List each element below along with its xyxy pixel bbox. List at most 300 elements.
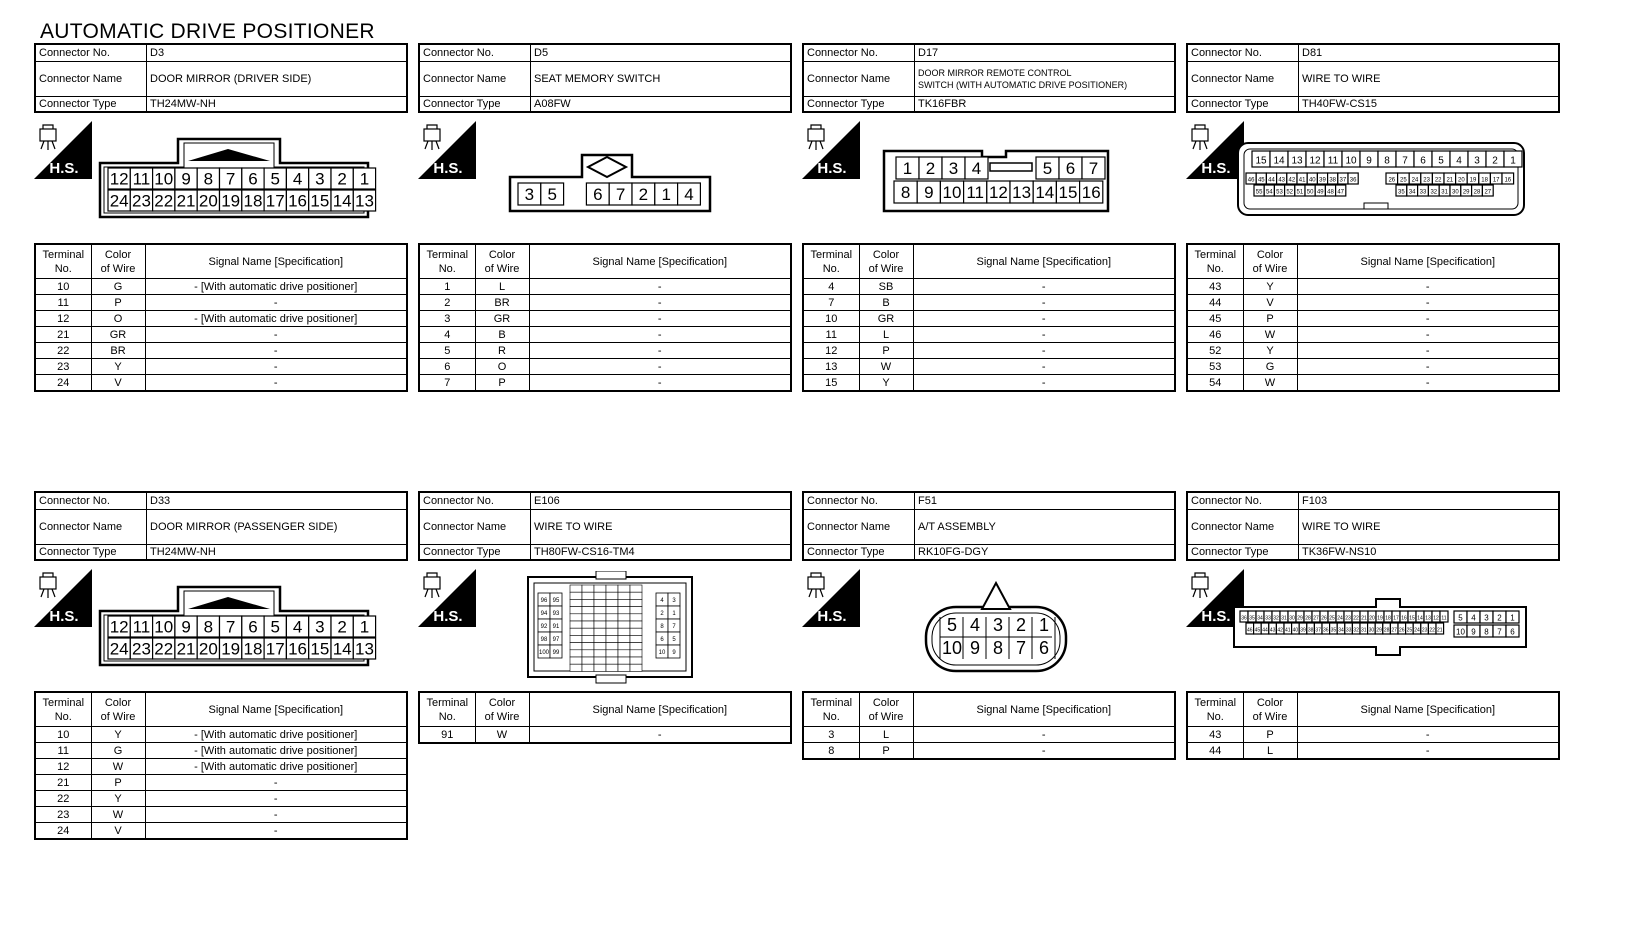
pin-number: 23 (1421, 627, 1428, 634)
terminal-no: 7 (419, 375, 475, 392)
table-row (419, 343, 791, 359)
pin-number: 16 (1081, 183, 1101, 203)
header-signal-name: Signal Name [Specification] (145, 244, 407, 279)
pin-number: 14 (1273, 155, 1285, 167)
header-color-of-wire: Color of Wire (91, 692, 145, 727)
pin-number: 1 (902, 159, 913, 179)
harness-side-icon (802, 121, 860, 179)
terminal-no: 1 (419, 279, 475, 295)
connector-block (1186, 491, 1560, 757)
label-connector-name: Connector Name (419, 510, 531, 545)
terminal-no: 45 (1187, 311, 1243, 327)
wire-color: V (1243, 295, 1297, 311)
signal-table (418, 243, 792, 392)
terminal-no: 3 (419, 311, 475, 327)
pin-number: 10 (941, 638, 963, 658)
terminal-no: 10 (803, 311, 859, 327)
pin-number: 8 (203, 617, 214, 637)
connector-no: F51 (915, 492, 1176, 510)
terminal-no: 23 (35, 359, 91, 375)
signal-name: - (1297, 727, 1559, 743)
signal-name: - (1297, 279, 1559, 295)
label-connector-no: Connector No. (803, 44, 915, 62)
terminal-no: 91 (419, 727, 475, 744)
pin-number: 2 (638, 185, 649, 205)
terminal-no: 24 (35, 375, 91, 392)
terminal-no: 44 (1187, 743, 1243, 760)
pin-number: 16 (1504, 177, 1512, 184)
pin-number: 18 (243, 191, 263, 211)
wire-color: Y (91, 727, 145, 743)
terminal-no: 8 (803, 743, 859, 760)
signal-name: - (913, 375, 1175, 392)
pin-number: 15 (1255, 155, 1267, 167)
table-row (419, 327, 791, 343)
svg-text:97: 97 (552, 637, 560, 643)
terminal-no: 46 (1187, 327, 1243, 343)
pin-number: 27 (1484, 189, 1492, 196)
signal-name: - (1297, 311, 1559, 327)
pin-number: 35 (1398, 189, 1405, 196)
label-connector-no: Connector No. (35, 44, 147, 62)
pin-number: 19 (1469, 177, 1477, 184)
table-row (1187, 375, 1559, 392)
pin-number: 41 (1298, 177, 1306, 184)
pin-number: 10 (1456, 627, 1465, 637)
pin-number: 13 (1425, 615, 1431, 622)
signal-name: - (913, 327, 1175, 343)
pin-number: 34 (1257, 615, 1263, 622)
table-row (35, 311, 407, 327)
wire-color: B (859, 295, 913, 311)
pin-number: 14 (332, 191, 352, 211)
wire-color: GR (475, 311, 529, 327)
signal-name: - (913, 359, 1175, 375)
svg-text:2: 2 (660, 611, 664, 617)
pin-number: 5 (1042, 159, 1053, 179)
header-terminal-no: Terminal No. (803, 244, 859, 279)
connector-block (802, 43, 1176, 389)
signal-name: - (1297, 327, 1559, 343)
table-row (419, 311, 791, 327)
signal-name: - [With automatic drive positioner] (145, 727, 407, 743)
wire-color: L (859, 327, 913, 343)
pin-number: 13 (1291, 155, 1303, 167)
svg-text:H.S.: H.S. (1201, 608, 1231, 625)
connector-info-table (802, 491, 1176, 561)
pin-number: 24 (1337, 615, 1343, 622)
connector-name: DOOR MIRROR (PASSENGER SIDE) (147, 510, 408, 545)
pin-number: 28 (1305, 615, 1311, 622)
connector-diagram (1186, 561, 1560, 691)
pin-number: 34 (1338, 627, 1344, 634)
connector-block (802, 491, 1176, 757)
terminal-no: 2 (419, 295, 475, 311)
header-terminal-no: Terminal No. (35, 244, 91, 279)
header-signal-name: Signal Name [Specification] (529, 244, 791, 279)
pin-number: 11 (1441, 615, 1447, 622)
wire-color: BR (91, 343, 145, 359)
wire-color: O (475, 359, 529, 375)
connector-face (92, 135, 392, 235)
wire-color: Y (91, 791, 145, 807)
pin-number: 8 (900, 183, 911, 203)
header-color-of-wire: Color of Wire (859, 692, 913, 727)
pin-number: 10 (154, 169, 174, 189)
svg-text:4: 4 (660, 598, 664, 604)
signal-name: - (1297, 295, 1559, 311)
header-color-of-wire: Color of Wire (859, 244, 913, 279)
terminal-no: 4 (419, 327, 475, 343)
pin-number: 10 (1345, 155, 1357, 167)
header-terminal-no: Terminal No. (1187, 692, 1243, 727)
label-connector-name: Connector Name (803, 510, 915, 545)
pin-number: 22 (154, 191, 174, 211)
pin-number: 7 (1015, 638, 1027, 658)
pin-number: 3 (315, 169, 325, 189)
terminal-no: 10 (35, 727, 91, 743)
table-row (803, 279, 1175, 295)
connector-type: A08FW (531, 97, 792, 113)
connector-diagram (802, 113, 1176, 243)
label-connector-name: Connector Name (35, 510, 147, 545)
connector-block (34, 43, 408, 389)
label-connector-type: Connector Type (35, 97, 147, 113)
table-row (419, 359, 791, 375)
pin-number: 11 (132, 617, 151, 637)
pin-number: 3 (948, 159, 959, 179)
wire-color: G (91, 743, 145, 759)
header-color-of-wire: Color of Wire (475, 692, 529, 727)
wire-color: L (475, 279, 529, 295)
signal-name: - (145, 791, 407, 807)
harness-side-icon (802, 569, 860, 627)
wire-color: W (91, 759, 145, 775)
pin-number: 10 (154, 617, 174, 637)
table-row (419, 295, 791, 311)
table-row (35, 375, 407, 392)
connector-name: DOOR MIRROR (DRIVER SIDE) (147, 62, 408, 97)
table-row (803, 359, 1175, 375)
wire-color: W (475, 727, 529, 744)
connector-face (922, 581, 1082, 681)
pin-number: 46 (1247, 177, 1255, 184)
pin-number: 19 (221, 191, 241, 211)
svg-text:7: 7 (672, 624, 676, 630)
connector-block (418, 43, 792, 389)
wire-color: G (1243, 359, 1297, 375)
connector-name: WIRE TO WIRE (1299, 62, 1560, 97)
table-row (1187, 743, 1559, 760)
signal-name: - (145, 327, 407, 343)
pin-number: 36 (1349, 177, 1357, 184)
pin-number: 39 (1300, 627, 1306, 634)
pin-number: 46 (1247, 627, 1253, 634)
svg-text:H.S.: H.S. (817, 608, 847, 625)
pin-number: 45 (1254, 627, 1261, 634)
signal-name: - [With automatic drive positioner] (145, 759, 407, 775)
wire-color: BR (475, 295, 529, 311)
wire-color: P (859, 743, 913, 760)
signal-name: - (913, 311, 1175, 327)
signal-name: - (1297, 359, 1559, 375)
wire-color: V (91, 375, 145, 392)
pin-number: 30 (1289, 615, 1295, 622)
pin-number: 35 (1249, 615, 1255, 622)
wire-color: P (1243, 727, 1297, 743)
table-row (35, 343, 407, 359)
signal-name: - (145, 295, 407, 311)
wire-color: P (1243, 311, 1297, 327)
terminal-no: 43 (1187, 279, 1243, 295)
pin-number: 2 (1492, 155, 1498, 167)
wire-color: W (1243, 375, 1297, 392)
label-connector-no: Connector No. (1187, 492, 1299, 510)
connector-type: TH24MW-NH (147, 97, 408, 113)
signal-name: - (1297, 375, 1559, 392)
table-row (35, 359, 407, 375)
pin-number: 7 (1088, 159, 1099, 179)
pin-number: 44 (1262, 627, 1268, 634)
svg-text:H.S.: H.S. (1201, 160, 1231, 177)
pin-number: 24 (1411, 177, 1419, 184)
pin-number: 18 (1481, 177, 1488, 184)
signal-table (802, 243, 1176, 392)
wire-color: G (91, 279, 145, 295)
wire-color: W (91, 807, 145, 823)
header-signal-name: Signal Name [Specification] (529, 692, 791, 727)
wire-color: O (91, 311, 145, 327)
pin-number: 23 (131, 639, 151, 659)
pin-number: 38 (1329, 177, 1337, 184)
terminal-no: 52 (1187, 343, 1243, 359)
signal-name: - (913, 743, 1175, 760)
terminal-no: 11 (35, 743, 91, 759)
pin-number: 45 (1257, 177, 1265, 184)
table-row (1187, 327, 1559, 343)
pin-number: 17 (1492, 177, 1500, 184)
pin-number: 22 (154, 639, 174, 659)
signal-name: - (913, 727, 1175, 743)
pin-number: 33 (1419, 189, 1427, 196)
svg-text:94: 94 (540, 611, 548, 617)
wire-color: Y (859, 375, 913, 392)
pin-number: 6 (248, 617, 258, 637)
pin-number: 4 (292, 617, 303, 637)
pin-number: 52 (1286, 189, 1294, 196)
connector-diagram (1186, 113, 1560, 243)
header-color-of-wire: Color of Wire (91, 244, 145, 279)
pin-number: 22 (1429, 627, 1435, 634)
pin-number: 39 (1319, 177, 1326, 184)
table-row (35, 823, 407, 840)
pin-number: 21 (176, 191, 196, 211)
pin-number: 2 (1015, 615, 1027, 635)
pin-number: 27 (1313, 615, 1319, 622)
wire-color: V (91, 823, 145, 840)
pin-number: 12 (109, 169, 129, 189)
connector-info-table (34, 43, 408, 113)
wire-color: Y (1243, 343, 1297, 359)
table-row (35, 727, 407, 743)
pin-number: 42 (1288, 177, 1296, 184)
pin-number: 19 (1377, 615, 1383, 622)
terminal-no: 15 (803, 375, 859, 392)
pin-number: 6 (1038, 638, 1050, 658)
wire-color: L (1243, 743, 1297, 760)
terminal-no: 6 (419, 359, 475, 375)
terminal-no: 12 (35, 759, 91, 775)
svg-text:8: 8 (660, 624, 664, 630)
wire-color: L (859, 727, 913, 743)
pin-number: 12 (1309, 155, 1321, 167)
connector-name: SEAT MEMORY SWITCH (531, 62, 792, 97)
signal-name: - [With automatic drive positioner] (145, 279, 407, 295)
pin-number: 47 (1337, 189, 1345, 196)
pin-number: 4 (971, 159, 982, 179)
pin-number: 17 (265, 191, 285, 211)
table-row (803, 375, 1175, 392)
table-row (35, 759, 407, 775)
connector-type: TK16FBR (915, 97, 1176, 113)
signal-name: - (145, 343, 407, 359)
connector-type: TH24MW-NH (147, 545, 408, 561)
pin-number: 4 (684, 185, 694, 205)
connector-no: E106 (531, 492, 792, 510)
terminal-no: 22 (35, 343, 91, 359)
pin-number: 29 (1297, 615, 1303, 622)
pin-number: 14 (1417, 615, 1423, 622)
pin-number: 6 (1510, 627, 1515, 637)
pin-number: 35 (1330, 627, 1337, 634)
signal-name: - (145, 375, 407, 392)
label-connector-name: Connector Name (1187, 510, 1299, 545)
pin-number: 5 (270, 617, 280, 637)
table-row (35, 791, 407, 807)
pin-number: 23 (131, 191, 151, 211)
svg-text:92: 92 (540, 624, 548, 630)
pin-number: 43 (1269, 627, 1276, 634)
pin-number: 25 (1406, 627, 1413, 634)
pin-number: 38 (1307, 627, 1314, 634)
connector-diagram (34, 561, 408, 691)
table-row (419, 279, 791, 295)
signal-name: - (913, 343, 1175, 359)
wire-color: P (475, 375, 529, 392)
pin-number: 24 (109, 191, 129, 211)
table-row (1187, 311, 1559, 327)
pin-number: 4 (969, 615, 981, 635)
pin-number: 13 (354, 639, 374, 659)
signal-name: - (529, 727, 791, 744)
pin-number: 51 (1296, 189, 1304, 196)
pin-number: 8 (1384, 155, 1390, 167)
label-connector-type: Connector Type (419, 545, 531, 561)
pin-number: 43 (1278, 177, 1286, 184)
connector-info-table (418, 43, 792, 113)
label-connector-no: Connector No. (1187, 44, 1299, 62)
pin-number: 1 (661, 185, 671, 205)
pin-number: 15 (310, 639, 330, 659)
connector-info-table (1186, 43, 1560, 113)
table-row (803, 743, 1175, 760)
signal-name: - (913, 295, 1175, 311)
pin-number: 2 (1497, 613, 1502, 623)
pin-number: 5 (1438, 155, 1444, 167)
pin-number: 44 (1268, 177, 1275, 184)
table-row (35, 295, 407, 311)
svg-text:H.S.: H.S. (817, 160, 847, 177)
pin-number: 10 (942, 183, 962, 203)
pin-number: 36 (1241, 615, 1247, 622)
pin-number: 34 (1408, 189, 1416, 196)
pin-number: 22 (1353, 615, 1359, 622)
connector-type: TH80FW-CS16-TM4 (531, 545, 792, 561)
pin-number: 29 (1376, 627, 1382, 634)
terminal-no: 53 (1187, 359, 1243, 375)
terminal-no: 43 (1187, 727, 1243, 743)
connector-no: D81 (1299, 44, 1560, 62)
pin-number: 3 (524, 185, 535, 205)
signal-table (1186, 691, 1560, 760)
wire-color: B (475, 327, 529, 343)
table-row (35, 775, 407, 791)
connector-face (882, 149, 1122, 219)
table-row (419, 727, 791, 744)
signal-name: - (1297, 743, 1559, 760)
pin-number: 16 (1401, 615, 1407, 622)
pin-number: 3 (1474, 155, 1480, 167)
terminal-no: 23 (35, 807, 91, 823)
wire-color: W (859, 359, 913, 375)
connector-block (418, 491, 792, 741)
header-signal-name: Signal Name [Specification] (1297, 692, 1559, 727)
pin-number: 12 (988, 183, 1008, 203)
label-connector-type: Connector Type (803, 545, 915, 561)
wire-color: GR (91, 327, 145, 343)
svg-text:9: 9 (672, 650, 676, 656)
connector-name: DOOR MIRROR REMOTE CONTROL SWITCH (WITH AUTOMATIC DRIVE POSITIONER) (915, 62, 1176, 97)
pin-number: 29 (1462, 189, 1470, 196)
table-row (35, 807, 407, 823)
label-connector-name: Connector Name (35, 62, 147, 97)
pin-number: 37 (1339, 177, 1347, 184)
terminal-no: 22 (35, 791, 91, 807)
pin-number: 37 (1315, 627, 1321, 634)
signal-name: - [With automatic drive positioner] (145, 743, 407, 759)
header-terminal-no: Terminal No. (419, 692, 475, 727)
pin-number: 25 (1329, 615, 1335, 622)
svg-text:95: 95 (552, 598, 560, 604)
svg-text:100: 100 (538, 650, 550, 656)
svg-text:91: 91 (552, 624, 560, 630)
signal-name: - (529, 295, 791, 311)
connector-face (526, 571, 696, 686)
connector-type: TK36FW-NS10 (1299, 545, 1560, 561)
terminal-no: 12 (803, 343, 859, 359)
label-connector-name: Connector Name (803, 62, 915, 97)
pin-number: 3 (1484, 613, 1489, 623)
svg-text:96: 96 (540, 598, 548, 604)
pin-number: 32 (1430, 189, 1438, 196)
signal-name: - (145, 359, 407, 375)
connector-face (92, 583, 392, 683)
terminal-no: 21 (35, 775, 91, 791)
pin-number: 15 (310, 191, 330, 211)
connector-diagram (802, 561, 1176, 691)
terminal-no: 13 (803, 359, 859, 375)
pin-number: 49 (1316, 189, 1324, 196)
